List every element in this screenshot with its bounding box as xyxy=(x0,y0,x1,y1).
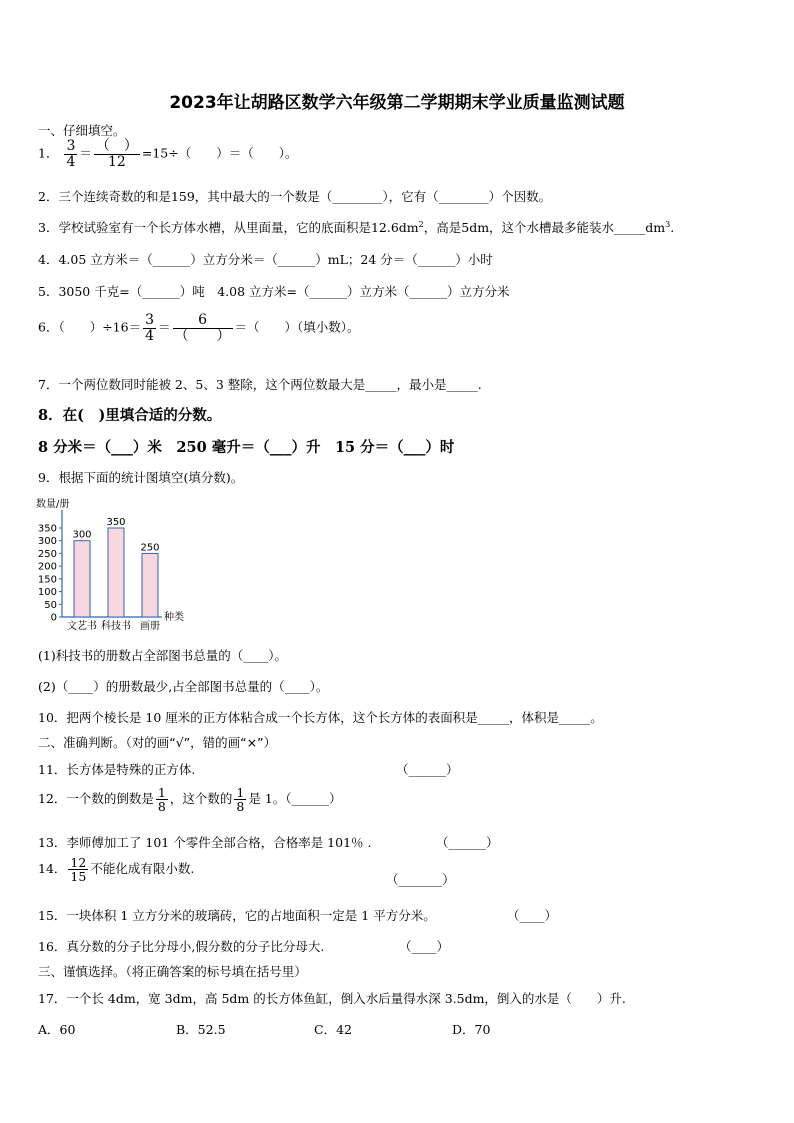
option-a[interactable]: A．60 xyxy=(38,1022,76,1037)
question-5: 5．3050 千克=（______）吨 4.08 立方米=（______）立方米（______）立方分米 xyxy=(38,284,510,299)
chart-y-tick-label: 300 xyxy=(37,536,57,548)
question-13: 13．李师傅加工了 101 个零件全部合格，合格率是 101％ . xyxy=(38,835,372,850)
question-11: 11．长方体是特殊的正方体. xyxy=(38,762,196,777)
question-2: 2．三个连续奇数的和是159，其中最大的一个数是（________），它有（________）个因数。 xyxy=(38,189,552,204)
question-17: 17．一个长 4dm，宽 3dm，高 5dm 的长方体鱼缸，倒入水后量得水深 3.5dm，倒入的水是（ ）升. xyxy=(38,991,626,1006)
question-8-body: 8 分米＝（___）米 250 毫升＝（___）升 15 分＝（___）时 xyxy=(38,439,455,456)
question-1-rest: =15÷（ ）＝（ ）。 xyxy=(141,145,298,161)
section-heading-choose: 三、谨慎选择。（将正确答案的标号填在括号里） xyxy=(38,964,307,979)
question-8-heading: 8．在( )里填合适的分数。 xyxy=(38,407,222,424)
chart-y-tick-label: 200 xyxy=(37,561,57,573)
equals-sign: ＝ xyxy=(79,145,92,161)
question-10: 10．把两个棱长是 10 厘米的正方体粘合成一个长方体，这个长方体的表面积是_____，体积是_____。 xyxy=(38,710,603,725)
answer-paren-11[interactable]: （______） xyxy=(396,762,459,777)
fraction-one-eighth: $\frac{1}{8}$ xyxy=(236,785,245,815)
question-1 xyxy=(38,139,297,169)
fraction-six-over-blank: $\frac{6}{( )}$ xyxy=(174,312,231,344)
question-9: 9．根据下面的统计图填空(填分数)。 xyxy=(38,470,244,485)
chart-data-label: 350 xyxy=(106,517,126,528)
fraction-three-quarters: $\frac{3}{4}$ xyxy=(66,138,76,170)
chart-y-axis-label: 数量/册 xyxy=(36,499,70,510)
chart-category-label: 文艺书 xyxy=(67,621,97,632)
fraction-three-quarters: $\frac{3}{4}$ xyxy=(145,312,155,344)
chart-y-tick-label: 250 xyxy=(37,548,57,560)
chart-bar-1 xyxy=(74,541,90,617)
question-12: 12．一个数的倒数是 $\frac{1}{8}$ ，这个数的 $\frac{1}{8}$ 是 1。（______） xyxy=(38,785,342,815)
question-9-1: (1)科技书的册数占全部图书总量的（____）。 xyxy=(38,648,287,663)
section-heading-fill-in: 一、仔细填空。 xyxy=(38,123,126,138)
chart-data-label: 250 xyxy=(140,542,160,554)
option-d[interactable]: D．70 xyxy=(452,1022,491,1037)
answer-paren-14[interactable]: （_______） xyxy=(386,872,455,887)
chart-category-label: 科技书 xyxy=(101,621,131,632)
question-3: 3．学校试验室有一个长方体水槽，从里面量，它的底面积是$12.6dm^2$，高是5dm，这个水槽最多能装水$\_\_\_\_\_dm^3$. xyxy=(38,219,675,235)
chart-bar-2 xyxy=(108,528,124,617)
chart-category-label: 画册 xyxy=(140,621,160,632)
option-c[interactable]: C．42 xyxy=(314,1022,352,1037)
chart-y-tick-label: 50 xyxy=(44,599,57,611)
answer-paren-15[interactable]: （____） xyxy=(507,908,558,923)
fraction-blank-over-12: $\frac{( )}{12}$ xyxy=(95,138,138,170)
chart-bar-3 xyxy=(142,553,158,617)
question-14: 14． $\frac{12}{15}$ 不能化成有限小数. xyxy=(38,855,195,885)
section-heading-judge: 二、准确判断。（对的画“√”，错的画“×”） xyxy=(38,735,277,750)
chart-y-tick-label: 350 xyxy=(37,523,57,535)
chart-y-tick-label: 0 xyxy=(50,612,57,624)
question-4: 4．4.05 立方米＝（______）立方分米＝（______）mL；24 分＝（______）小时 xyxy=(38,252,493,267)
question-6: 6．（ ）÷16＝ $\frac{3}{4}$ ＝ $\frac{6}{( )}$ ＝（ ）（填小数）。 xyxy=(38,312,360,344)
option-b[interactable]: B．52.5 xyxy=(176,1022,226,1037)
question-9-2: (2)（____）的册数最少,占全部图书总量的（____）。 xyxy=(38,679,329,694)
chart-x-axis-label: 种类 xyxy=(164,612,184,623)
page-title: 2023年让胡路区数学六年级第二学期期末学业质量监测试题 xyxy=(169,93,625,113)
chart-data-label: 300 xyxy=(72,529,92,541)
question-15: 15．一块体积 1 立方分米的玻璃砖，它的占地面积一定是 1 平方分米。 xyxy=(38,908,436,923)
chart-y-tick-label: 100 xyxy=(37,587,57,599)
bar-chart xyxy=(30,492,210,634)
answer-paren-16[interactable]: （____） xyxy=(399,939,450,954)
chart-y-tick-label: 150 xyxy=(37,574,57,586)
answer-paren-13[interactable]: （______） xyxy=(436,835,499,850)
question-16: 16．真分数的分子比分母小,假分数的分子比分母大. xyxy=(38,939,325,954)
question-number: 1． xyxy=(38,145,59,161)
question-7: 7．一个两位数同时能被 2、5、3 整除，这个两位数最大是_____，最小是_____. xyxy=(38,377,482,392)
fraction-one-eighth: $\frac{1}{8}$ xyxy=(157,785,166,815)
fraction-12-over-15: $\frac{12}{15}$ xyxy=(70,855,87,885)
